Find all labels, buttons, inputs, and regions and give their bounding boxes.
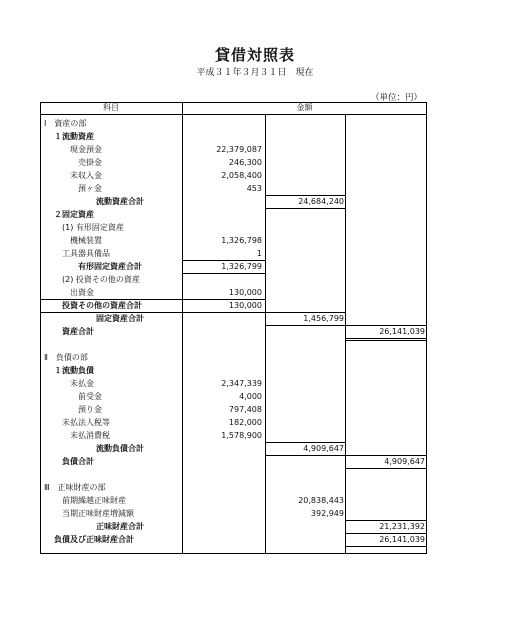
row-label: １流動負債	[54, 366, 94, 375]
row-amount-c1: 1,578,900	[221, 431, 262, 440]
subtotal-box	[40, 299, 266, 313]
table-row	[40, 469, 427, 481]
table-row	[40, 131, 427, 143]
row-label: 資産合計	[62, 327, 94, 336]
row-amount-c2: 24,684,240	[298, 197, 344, 206]
row-label: 預ヶ金	[78, 184, 102, 193]
total-box	[345, 520, 427, 534]
row-label: 未払法人税等	[62, 418, 110, 427]
total-box	[345, 325, 427, 339]
row-label: Ⅰ 資産の部	[44, 119, 87, 128]
table-row	[40, 391, 427, 403]
table-row	[40, 404, 427, 416]
row-amount-c2: 4,909,647	[303, 444, 344, 453]
table-row	[40, 118, 427, 130]
row-label: (1) 有形固定資産	[62, 223, 124, 232]
row-amount-c2: 392,949	[310, 509, 344, 518]
subtotal-box	[265, 312, 346, 326]
total-box	[345, 533, 427, 547]
row-label: 預り金	[78, 405, 102, 414]
table-row	[40, 508, 427, 520]
row-label: 前期繰越正味財産	[62, 496, 126, 505]
header-item: 科目	[103, 103, 119, 112]
balance-sheet-table	[40, 102, 427, 554]
row-label: 工具器具備品	[62, 249, 110, 258]
row-label: 未払消費税	[70, 431, 110, 440]
row-amount-c2: 20,838,443	[298, 496, 344, 505]
row-label: 正味財産合計	[96, 522, 144, 531]
row-amount-c2: 1,456,799	[303, 314, 344, 323]
table-row	[40, 209, 427, 221]
header-amount: 金額	[296, 103, 313, 112]
table-row	[40, 287, 427, 299]
subtotal-box	[265, 442, 346, 456]
table-row	[40, 495, 427, 507]
row-label: 機械装置	[70, 236, 102, 245]
row-amount-c3: 21,231,392	[379, 522, 425, 531]
row-amount-c1: 1,326,798	[221, 236, 262, 245]
table-row	[40, 313, 427, 325]
row-label: 前受金	[78, 392, 102, 401]
row-label: １流動資産	[54, 132, 94, 141]
row-amount-c1: 4,000	[239, 392, 262, 401]
table-row	[40, 222, 427, 234]
row-label: 現金預金	[70, 145, 102, 154]
table-row	[40, 352, 427, 364]
row-amount-c1: 2,347,339	[221, 379, 262, 388]
row-label: 負債及び正味財産合計	[54, 535, 134, 544]
row-amount-c3: 26,141,039	[379, 535, 425, 544]
table-row	[40, 144, 427, 156]
row-label: 売掛金	[78, 158, 102, 167]
table-row	[40, 235, 427, 247]
document-date: 平成３１年３月３１日 現在	[196, 68, 314, 78]
row-amount-c1: 130,000	[228, 288, 262, 297]
row-amount-c1: 2,058,400	[221, 171, 262, 180]
table-row	[40, 365, 427, 377]
table-row	[40, 482, 427, 494]
row-label: 未収入金	[70, 171, 102, 180]
unit-label: （単位：円）	[370, 93, 422, 103]
table-row	[40, 248, 427, 260]
table-row	[40, 170, 427, 182]
row-amount-c1: 246,300	[228, 158, 262, 167]
header-divider	[40, 114, 427, 115]
row-amount-c1: 182,000	[228, 418, 262, 427]
subtotal-box	[182, 260, 266, 274]
row-label: 流動負債合計	[96, 444, 144, 453]
total-box	[345, 455, 427, 469]
row-label: Ⅱ 負債の部	[44, 353, 88, 362]
row-amount-c1: 453	[246, 184, 262, 193]
row-label: Ⅲ 正味財産の部	[44, 483, 106, 492]
table-row	[40, 196, 427, 208]
row-amount-c1: 130,000	[228, 301, 262, 310]
table-row	[40, 430, 427, 442]
row-label: 固定資産合計	[96, 314, 144, 323]
table-row	[40, 274, 427, 286]
row-amount-c1: 1,326,799	[221, 262, 262, 271]
row-label: 出資金	[70, 288, 94, 297]
row-amount-c1: 1	[256, 249, 262, 258]
row-amount-c1: 797,408	[228, 405, 262, 414]
table-row	[40, 378, 427, 390]
row-label: 未払金	[70, 379, 94, 388]
row-label: (2) 投資その他の資産	[62, 275, 140, 284]
row-label: 流動資産合計	[96, 197, 144, 206]
table-row	[40, 157, 427, 169]
row-label: 当期正味財産増減額	[62, 509, 134, 518]
document-title: 貸借対照表	[214, 46, 295, 64]
row-label: ２固定資産	[54, 210, 94, 219]
row-label: 有形固定資産合計	[78, 262, 142, 271]
table-row	[40, 417, 427, 429]
row-label: 負債合計	[62, 457, 94, 466]
row-amount-c3: 4,909,647	[384, 457, 425, 466]
subtotal-box	[265, 195, 346, 209]
row-label: 投資その他の資産合計	[62, 301, 142, 310]
section-divider	[345, 340, 427, 341]
table-row	[40, 183, 427, 195]
table-row	[40, 443, 427, 455]
row-amount-c1: 22,379,087	[216, 145, 262, 154]
row-amount-c3: 26,141,039	[379, 327, 425, 336]
